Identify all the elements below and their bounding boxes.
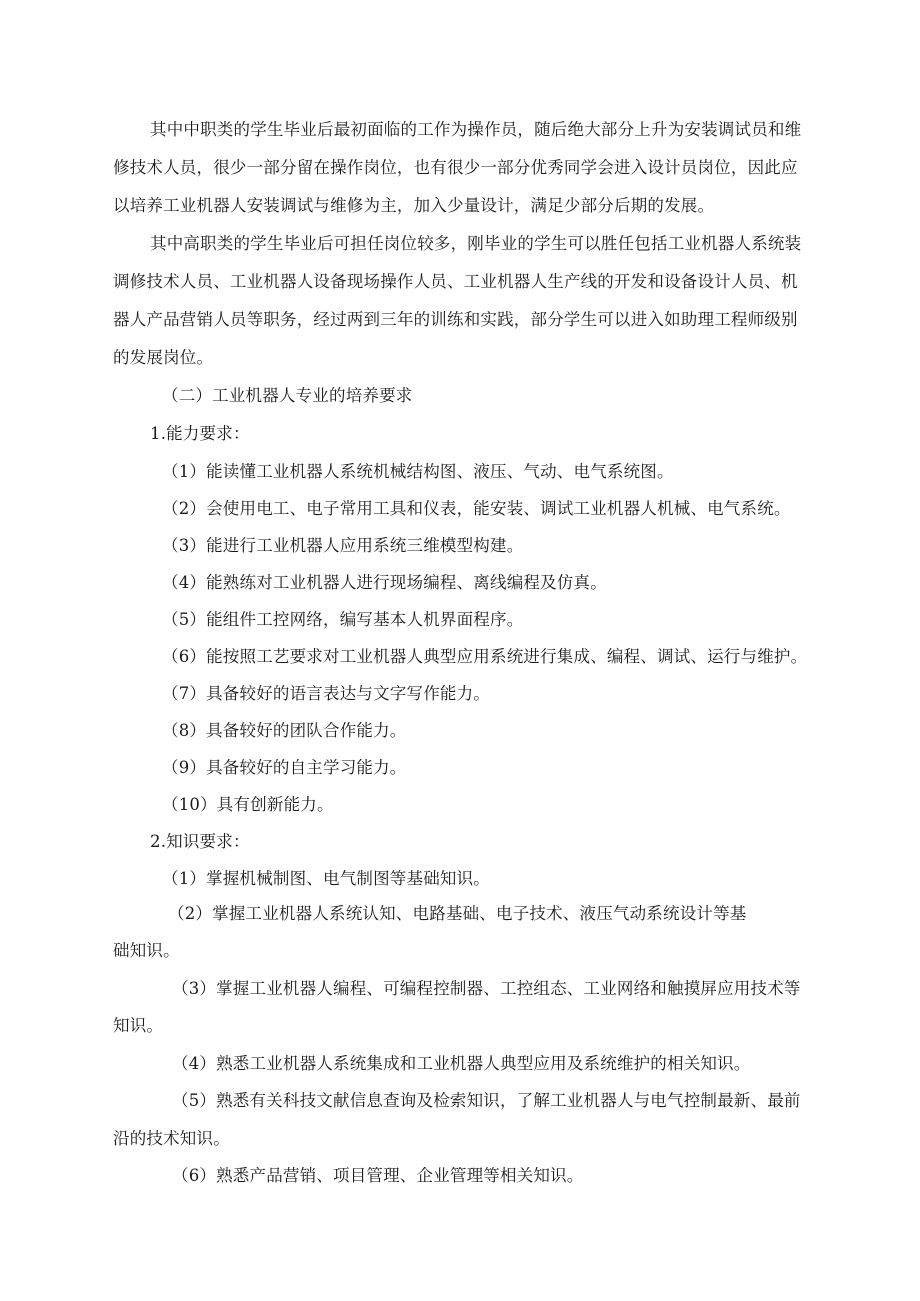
knowledge-item-6: （6）熟悉产品营销、项目管理、企业管理等相关知识。 xyxy=(172,1166,584,1185)
paragraph-1-line-2: 修技术人员，很少一部分留在操作岗位，也有很少一部分优秀同学会进入设计员岗位，因此应 xyxy=(113,158,798,177)
ability-item-7: （7）具备较好的语言表达与文字写作能力。 xyxy=(162,684,490,703)
paragraph-2-line-3: 器人产品营销人员等职务，经过两到三年的训练和实践，部分学生可以进入如助理工程师级别 xyxy=(113,310,798,329)
knowledge-item-1: （1）掌握机械制图、电气制图等基础知识。 xyxy=(162,869,490,888)
paragraph-2-line-1: 其中高职类的学生毕业后可担任岗位较多，刚毕业的学生可以胜任包括工业机器人系统装 xyxy=(150,234,802,253)
ability-heading: 1.能力要求： xyxy=(150,424,250,443)
knowledge-heading: 2.知识要求： xyxy=(150,832,250,851)
ability-item-10: （10）具有创新能力。 xyxy=(162,795,334,814)
section-heading: （二）工业机器人专业的培养要求 xyxy=(162,386,413,405)
ability-item-8: （8）具备较好的团队合作能力。 xyxy=(162,721,407,740)
knowledge-item-3-line-2: 知识。 xyxy=(113,1016,164,1035)
knowledge-item-4: （4）熟悉工业机器人系统集成和工业机器人典型应用及系统维护的相关知识。 xyxy=(172,1054,751,1073)
ability-item-3: （3）能进行工业机器人应用系统三维模型构建。 xyxy=(162,536,524,555)
paragraph-2-line-4: 的发展岗位。 xyxy=(113,348,214,367)
ability-item-5: （5）能组件工控网络，编写基本人机界面程序。 xyxy=(162,610,524,629)
knowledge-item-3-line-1: （3）掌握工业机器人编程、可编程控制器、工控组态、工业网络和触摸屏应用技术等 xyxy=(172,979,801,998)
ability-item-1: （1）能读懂工业机器人系统机械结构图、液压、气动、电气系统图。 xyxy=(162,462,674,481)
ability-item-9: （9）具备较好的自主学习能力。 xyxy=(162,758,407,777)
paragraph-1-line-1: 其中中职类的学生毕业后最初面临的工作为操作员，随后绝大部分上升为安装调试员和维 xyxy=(150,120,802,139)
paragraph-2-line-2: 调修技术人员、工业机器人设备现场操作人员、工业机器人生产线的开发和设备设计人员、机 xyxy=(113,272,798,291)
knowledge-item-2-line-1: （2）掌握工业机器人系统认知、电路基础、电子技术、液压气动系统设计等基 xyxy=(168,904,747,923)
ability-item-4: （4）能熟练对工业机器人进行现场编程、离线编程及仿真。 xyxy=(162,573,607,592)
knowledge-item-5-line-2: 沿的技术知识。 xyxy=(113,1129,230,1148)
knowledge-item-5-line-1: （5）熟悉有关科技文献信息查询及检索知识，了解工业机器人与电气控制最新、最前 xyxy=(172,1091,801,1110)
knowledge-item-2-line-2: 础知识。 xyxy=(113,941,180,960)
ability-item-2: （2）会使用电工、电子常用工具和仪表，能安装、调试工业机器人机械、电气系统。 xyxy=(162,499,791,518)
ability-item-6: （6）能按照工艺要求对工业机器人典型应用系统进行集成、编程、调试、运行与维护。 xyxy=(162,647,808,666)
paragraph-1-line-3: 以培养工业机器人安装调试与维修为主，加入少量设计，满足少部分后期的发展。 xyxy=(113,196,715,215)
